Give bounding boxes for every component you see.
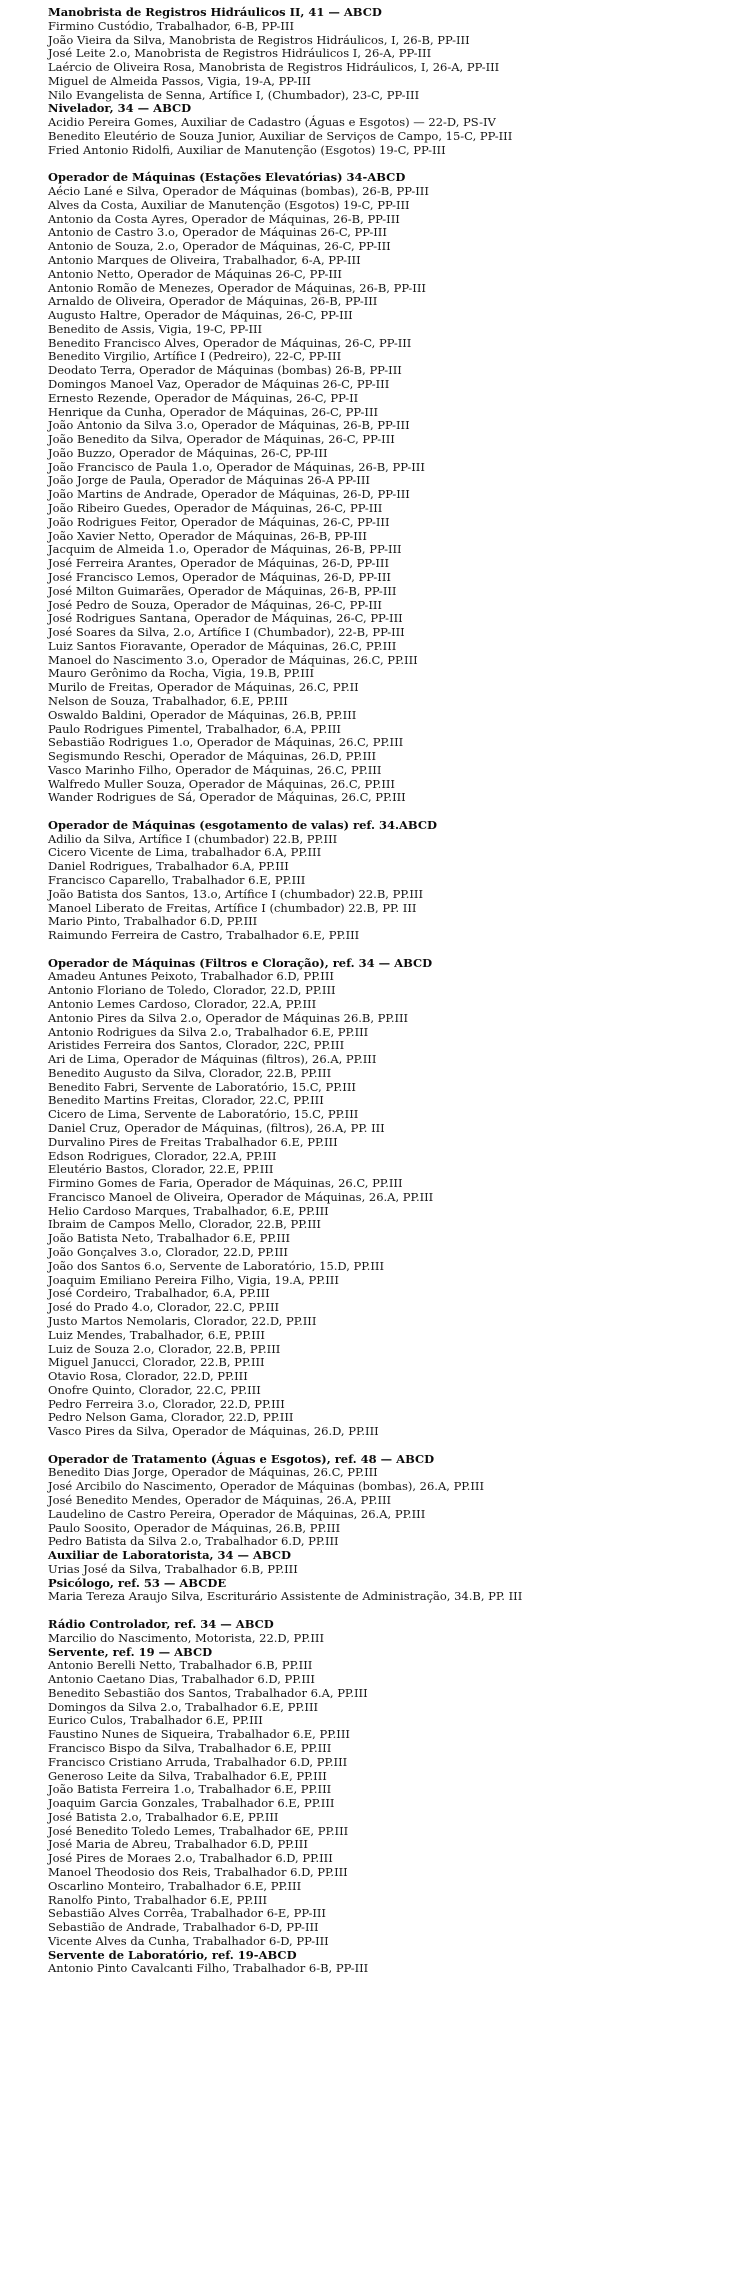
personnel-entry: Firmino Custódio, Trabalhador, 6-B, PP-III xyxy=(48,18,294,33)
personnel-entry: Francisco Bispo da Silva, Trabalhador 6.E, PP.III xyxy=(48,1740,332,1755)
personnel-entry: Augusto Haltre, Operador de Máquinas, 26-C, PP-III xyxy=(48,308,353,323)
personnel-entry: Otavio Rosa, Clorador, 22.D, PP.III xyxy=(48,1369,248,1384)
personnel-entry: João Buzzo, Operador de Máquinas, 26-C, PP-III xyxy=(48,445,328,460)
personnel-entry: Miguel de Almeida Passos, Vigia, 19-A, PP-III xyxy=(48,73,311,88)
personnel-entry: Wander Rodrigues de Sá, Operador de Máquinas, 26.C, PP.III xyxy=(48,790,406,805)
personnel-entry: Aristides Ferreira dos Santos, Clorador, 22C, PP.III xyxy=(48,1038,345,1053)
personnel-entry: Nilo Evangelista de Senna, Artífice I, (Chumbador), 23-C, PP-III xyxy=(48,87,420,102)
personnel-entry: Marcilio do Nascimento, Motorista, 22.D, PP.III xyxy=(48,1630,324,1645)
personnel-entry: Firmino Gomes de Faria, Operador de Máquinas, 26.C, PP.III xyxy=(48,1176,403,1191)
personnel-entry: Edson Rodrigues, Clorador, 22.A, PP.III xyxy=(48,1148,277,1163)
personnel-entry: Benedito Virgilio, Artífice I (Pedreiro), 22-C, PP-III xyxy=(48,349,342,364)
personnel-entry: Francisco Caparello, Trabalhador 6.E, PP.III xyxy=(48,873,306,888)
personnel-entry: João Martins de Andrade, Operador de Máquinas, 26-D, PP-III xyxy=(48,487,410,502)
personnel-entry: Onofre Quinto, Clorador, 22.C, PP.III xyxy=(48,1382,261,1397)
personnel-entry: João Batista Ferreira 1.o, Trabalhador 6.E, PP.III xyxy=(48,1782,332,1797)
personnel-entry: Luiz de Souza 2.o, Clorador, 22.B, PP.III xyxy=(48,1341,281,1356)
personnel-entry: Oswaldo Baldini, Operador de Máquinas, 26.B, PP.III xyxy=(48,707,357,722)
section-heading: Operador de Máquinas (esgotamento de valas) ref. 34.ABCD xyxy=(48,817,437,832)
personnel-entry: Laudelino de Castro Pereira, Operador de Máquinas, 26.A, PP.III xyxy=(48,1506,426,1521)
personnel-entry: João Jorge de Paula, Operador de Máquinas 26-A PP-III xyxy=(48,473,370,488)
section-heading: Nivelador, 34 — ABCD xyxy=(48,101,192,116)
personnel-entry: Paulo Rodrigues Pimentel, Trabalhador, 6.A, PP.III xyxy=(48,721,341,736)
personnel-entry: Ibraim de Campos Mello, Clorador, 22.B, PP.III xyxy=(48,1217,321,1232)
personnel-entry: Ranolfo Pinto, Trabalhador 6.E, PP.III xyxy=(48,1892,268,1907)
personnel-entry: Laércio de Oliveira Rosa, Manobrista de Registros Hidráulicos, I, 26-A, PP-III xyxy=(48,60,500,75)
personnel-entry: Antonio Romão de Menezes, Operador de Máquinas, 26-B, PP-III xyxy=(48,280,426,295)
personnel-entry: Vasco Pires da Silva, Operador de Máquinas, 26.D, PP.III xyxy=(48,1424,379,1439)
personnel-entry: Benedito Sebastião dos Santos, Trabalhador 6.A, PP.III xyxy=(48,1685,368,1700)
personnel-entry: Antonio Caetano Dias, Trabalhador 6.D, PP.III xyxy=(48,1672,315,1687)
personnel-entry: Daniel Cruz, Operador de Máquinas, (filtros), 26.A, PP. III xyxy=(48,1121,385,1135)
personnel-entry: Antonio Rodrigues da Silva 2.o, Trabalhador 6.E, PP.III xyxy=(48,1024,369,1039)
personnel-entry: Benedito Martins Freitas, Clorador, 22.C, PP.III xyxy=(48,1093,324,1108)
personnel-entry: Benedito Francisco Alves, Operador de Máquinas, 26-C, PP-III xyxy=(48,335,412,350)
personnel-entry: Domingos da Silva 2.o, Trabalhador 6.E, PP.III xyxy=(48,1699,319,1714)
personnel-entry: João Rodrigues Feitor, Operador de Máquinas, 26-C, PP-III xyxy=(48,514,390,529)
personnel-entry: Luiz Santos Fioravante, Operador de Máquinas, 26.C, PP.III xyxy=(48,638,397,653)
personnel-entry: Antonio Lemes Cardoso, Clorador, 22.A, PP.III xyxy=(48,996,317,1011)
personnel-entry: Pedro Ferreira 3.o, Clorador, 22.D, PP.III xyxy=(48,1396,285,1411)
section-heading: Operador de Máquinas (Estações Elevatórias) 34-ABCD xyxy=(48,170,406,185)
personnel-entry: Ari de Lima, Operador de Máquinas (filtros), 26.A, PP.III xyxy=(48,1052,377,1067)
personnel-entry: João Batista Neto, Trabalhador 6.E, PP.III xyxy=(48,1231,291,1246)
personnel-entry: João Vieira da Silva, Manobrista de Registros Hidráulicos, I, 26-B, PP-III xyxy=(48,32,470,47)
personnel-entry: Joaquim Emiliano Pereira Filho, Vigia, 19.A, PP.III xyxy=(48,1272,339,1287)
personnel-entry: Acidio Pereira Gomes, Auxiliar de Cadastro (Águas e Esgotos) — 22-D, PS-IV xyxy=(48,115,496,130)
section-spacer xyxy=(48,1604,743,1618)
personnel-entry: João Francisco de Paula 1.o, Operador de Máquinas, 26-B, PP-III xyxy=(48,459,425,474)
section-spacer xyxy=(48,943,743,957)
personnel-entry: Walfredo Muller Souza, Operador de Máquinas, 26.C, PP.III xyxy=(48,776,395,791)
personnel-entry: Oscarlino Monteiro, Trabalhador 6.E, PP.III xyxy=(48,1878,302,1893)
personnel-entry: Amadeu Antunes Peixoto, Trabalhador 6.D, PP.III xyxy=(48,969,334,984)
personnel-entry: Segismundo Reschi, Operador de Máquinas, 26.D, PP.III xyxy=(48,749,377,764)
personnel-entry: Alves da Costa, Auxiliar de Manutenção (Esgotos) 19-C, PP-III xyxy=(48,197,410,212)
personnel-entry: João Benedito da Silva, Operador de Máquinas, 26-C, PP-III xyxy=(48,432,395,447)
personnel-entry: Miguel Janucci, Clorador, 22.B, PP.III xyxy=(48,1355,265,1370)
personnel-entry: Antonio de Castro 3.o, Operador de Máquinas 26-C, PP-III xyxy=(48,225,387,240)
personnel-entry: Paulo Soosito, Operador de Máquinas, 26.B, PP.III xyxy=(48,1520,341,1535)
personnel-entry: Maria Tereza Araujo Silva, Escriturário Assistente de Administração, 34.B, PP. III xyxy=(48,1589,523,1604)
personnel-entry: João Antonio da Silva 3.o, Operador de Máquinas, 26-B, PP-III xyxy=(48,418,410,433)
personnel-entry: Fried Antonio Ridolfi, Auxiliar de Manutenção (Esgotos) 19-C, PP-III xyxy=(48,142,446,157)
section-heading: Psicólogo, ref. 53 — ABCDE xyxy=(48,1575,227,1590)
personnel-entry: José Pires de Moraes 2.o, Trabalhador 6.D, PP.III xyxy=(48,1851,333,1866)
personnel-entry: Helio Cardoso Marques, Trabalhador, 6.E, PP.III xyxy=(48,1203,329,1218)
personnel-entry: João Batista dos Santos, 13.o, Artífice I (chumbador) 22.B, PP.III xyxy=(48,886,424,901)
personnel-entry: Nelson de Souza, Trabalhador, 6.E, PP.III xyxy=(48,693,288,708)
personnel-entry: Aécio Lané e Silva, Operador de Máquinas (bombas), 26-B, PP-III xyxy=(48,184,429,199)
section-heading: Operador de Máquinas (Filtros e Cloração), ref. 34 — ABCD xyxy=(48,955,433,970)
personnel-entry: Luiz Mendes, Trabalhador, 6.E, PP.III xyxy=(48,1327,265,1342)
personnel-entry: João dos Santos 6.o, Servente de Laboratório, 15.D, PP.III xyxy=(48,1258,384,1273)
personnel-entry: Benedito de Assis, Vigia, 19-C, PP-III xyxy=(48,321,263,336)
personnel-entry: Antonio Berelli Netto, Trabalhador 6.B, PP.III xyxy=(48,1658,313,1673)
personnel-entry: Antonio de Souza, 2.o, Operador de Máquinas, 26-C, PP-III xyxy=(48,239,391,254)
personnel-entry: José Ferreira Arantes, Operador de Máquinas, 26-D, PP-III xyxy=(48,556,390,571)
personnel-entry: José Pedro de Souza, Operador de Máquinas, 26-C, PP-III xyxy=(48,597,382,612)
personnel-entry: Antonio Netto, Operador de Máquinas 26-C, PP-III xyxy=(48,266,342,281)
personnel-entry: Francisco Manoel de Oliveira, Operador de Máquinas, 26.A, PP.III xyxy=(48,1189,434,1204)
section-heading: Operador de Tratamento (Águas e Esgotos), ref. 48 — ABCD xyxy=(48,1451,435,1466)
personnel-entry: Sebastião Alves Corrêa, Trabalhador 6-E, PP-III xyxy=(48,1906,326,1921)
section-heading: Manobrista de Registros Hidráulicos II, 41 — ABCD xyxy=(48,5,382,19)
personnel-entry: João Gonçalves 3.o, Clorador, 22.D, PP.III xyxy=(48,1245,288,1260)
personnel-entry: José do Prado 4.o, Clorador, 22.C, PP.III xyxy=(48,1300,280,1315)
personnel-entry: José Batista 2.o, Trabalhador 6.E, PP.III xyxy=(48,1809,279,1824)
personnel-entry: Antonio Floriano de Toledo, Clorador, 22.D, PP.III xyxy=(48,983,336,998)
personnel-entry: José Soares da Silva, 2.o, Artífice I (Chumbador), 22-B, PP-III xyxy=(48,625,405,640)
personnel-entry: José Arcibilo do Nascimento, Operador de Máquinas (bombas), 26.A, PP.III xyxy=(48,1479,485,1494)
personnel-entry: José Benedito Toledo Lemes, Trabalhador 6E, PP.III xyxy=(48,1823,349,1838)
personnel-entry: Francisco Cristiano Arruda, Trabalhador 6.D, PP.III xyxy=(48,1754,348,1769)
personnel-entry: José Milton Guimarães, Operador de Máquinas, 26-B, PP-III xyxy=(48,583,397,598)
personnel-entry: Murilo de Freitas, Operador de Máquinas, 26.C, PP.II xyxy=(48,680,359,695)
personnel-entry: José Cordeiro, Trabalhador, 6.A, PP.III xyxy=(48,1286,270,1301)
personnel-entry: Vasco Marinho Filho, Operador de Máquinas, 26.C, PP.III xyxy=(48,762,382,777)
personnel-entry: João Ribeiro Guedes, Operador de Máquinas, 26-C, PP-III xyxy=(48,501,383,516)
personnel-entry: Pedro Batista da Silva 2.o, Trabalhador 6.D, PP.III xyxy=(48,1534,339,1549)
personnel-entry: Cicero Vicente de Lima, trabalhador 6.A, PP.III xyxy=(48,845,322,860)
personnel-entry: Benedito Eleutério de Souza Junior, Auxiliar de Serviços de Campo, 15-C, PP-III xyxy=(48,129,513,144)
section-spacer xyxy=(48,805,743,819)
personnel-entry: Deodato Terra, Operador de Máquinas (bombas) 26-B, PP-III xyxy=(48,363,402,378)
section-heading: Auxiliar de Laboratorista, 34 — ABCD xyxy=(48,1548,292,1563)
personnel-entry: José Rodrigues Santana, Operador de Máquinas, 26-C, PP-III xyxy=(48,611,403,626)
personnel-entry: Benedito Fabri, Servente de Laboratório, 15.C, PP.III xyxy=(48,1079,356,1094)
personnel-entry: Justo Martos Nemolaris, Clorador, 22.D, PP.III xyxy=(48,1313,317,1328)
personnel-entry: Arnaldo de Oliveira, Operador de Máquinas, 26-B, PP-III xyxy=(48,294,378,309)
personnel-entry: Antonio Pinto Cavalcanti Filho, Trabalhador 6-B, PP-III xyxy=(48,1961,369,1976)
personnel-entry: Manoel Theodosio dos Reis, Trabalhador 6.D, PP.III xyxy=(48,1865,348,1879)
section-spacer xyxy=(48,1439,743,1453)
personnel-entry: Sebastião Rodrigues 1.o, Operador de Máquinas, 26.C, PP.III xyxy=(48,735,404,750)
personnel-entry: Mauro Gerônimo da Rocha, Vigia, 19.B, PP.III xyxy=(48,666,315,681)
personnel-entry: Pedro Nelson Gama, Clorador, 22.D, PP.III xyxy=(48,1410,294,1425)
personnel-entry: Cicero de Lima, Servente de Laboratório, 15.C, PP.III xyxy=(48,1107,359,1122)
personnel-entry: José Benedito Mendes, Operador de Máquinas, 26.A, PP.III xyxy=(48,1493,392,1507)
personnel-entry: Eleutério Bastos, Clorador, 22.E, PP.III xyxy=(48,1162,274,1177)
section-heading: Rádio Controlador, ref. 34 — ABCD xyxy=(48,1616,274,1631)
personnel-entry: Antonio Pires da Silva 2.o, Operador de Máquinas 26.B, PP.III xyxy=(48,1010,409,1025)
personnel-entry: Durvalino Pires de Freitas Trabalhador 6.E, PP.III xyxy=(48,1134,338,1149)
personnel-entry: Mario Pinto, Trabalhador 6.D, PP.III xyxy=(48,914,258,929)
personnel-entry: José Leite 2.o, Manobrista de Registros Hidráulicos I, 26-A, PP-III xyxy=(48,46,432,61)
personnel-entry: Urias José da Silva, Trabalhador 6.B, PP.III xyxy=(48,1561,298,1576)
personnel-entry: Sebastião de Andrade, Trabalhador 6-D, PP-III xyxy=(48,1920,319,1935)
personnel-entry: Faustino Nunes de Siqueira, Trabalhador 6.E, PP.III xyxy=(48,1727,350,1742)
personnel-entry: Antonio Marques de Oliveira, Trabalhador, 6-A, PP-III xyxy=(48,252,361,267)
personnel-entry: José Francisco Lemos, Operador de Máquinas, 26-D, PP-III xyxy=(48,569,391,584)
section-heading: Servente de Laboratório, ref. 19-ABCD xyxy=(48,1947,297,1962)
personnel-entry: Benedito Augusto da Silva, Clorador, 22.B, PP.III xyxy=(48,1065,332,1080)
personnel-entry: Henrique da Cunha, Operador de Máquinas, 26-C, PP-III xyxy=(48,404,379,419)
personnel-entry: Generoso Leite da Silva, Trabalhador 6.E, PP.III xyxy=(48,1768,327,1783)
personnel-entry: Manoel do Nascimento 3.o, Operador de Máquinas, 26.C, PP.III xyxy=(48,652,418,667)
personnel-entry: José Maria de Abreu, Trabalhador 6.D, PP.III xyxy=(48,1837,308,1852)
personnel-entry: Vicente Alves da Cunha, Trabalhador 6-D, PP-III xyxy=(48,1933,329,1948)
personnel-entry: Joaquim Garcia Gonzales, Trabalhador 6.E, PP.III xyxy=(48,1796,335,1811)
personnel-entry: Benedito Dias Jorge, Operador de Máquinas, 26.C, PP.III xyxy=(48,1465,378,1480)
personnel-entry: Domingos Manoel Vaz, Operador de Máquinas 26-C, PP-III xyxy=(48,377,390,391)
personnel-entry: João Xavier Netto, Operador de Máquinas, 26-B, PP-III xyxy=(48,528,367,543)
section-spacer xyxy=(48,158,743,172)
personnel-entry: Eurico Culos, Trabalhador 6.E, PP.III xyxy=(48,1713,263,1728)
personnel-entry: Adilio da Silva, Artífice I (chumbador) 22.B, PP.III xyxy=(48,831,338,846)
personnel-entry: Manoel Liberato de Freitas, Artífice I (chumbador) 22.B, PP. III xyxy=(48,900,417,915)
personnel-entry: Jacquim de Almeida 1.o, Operador de Máquinas, 26-B, PP-III xyxy=(48,542,402,557)
section-heading: Servente, ref. 19 — ABCD xyxy=(48,1644,213,1659)
personnel-entry: Antonio da Costa Ayres, Operador de Máquinas, 26-B, PP-III xyxy=(48,211,400,226)
personnel-entry: Daniel Rodrigues, Trabalhador 6.A, PP.III xyxy=(48,859,289,874)
personnel-entry: Ernesto Rezende, Operador de Máquinas, 26-C, PP-II xyxy=(48,390,359,405)
personnel-entry: Raimundo Ferreira de Castro, Trabalhador 6.E, PP.III xyxy=(48,928,360,943)
